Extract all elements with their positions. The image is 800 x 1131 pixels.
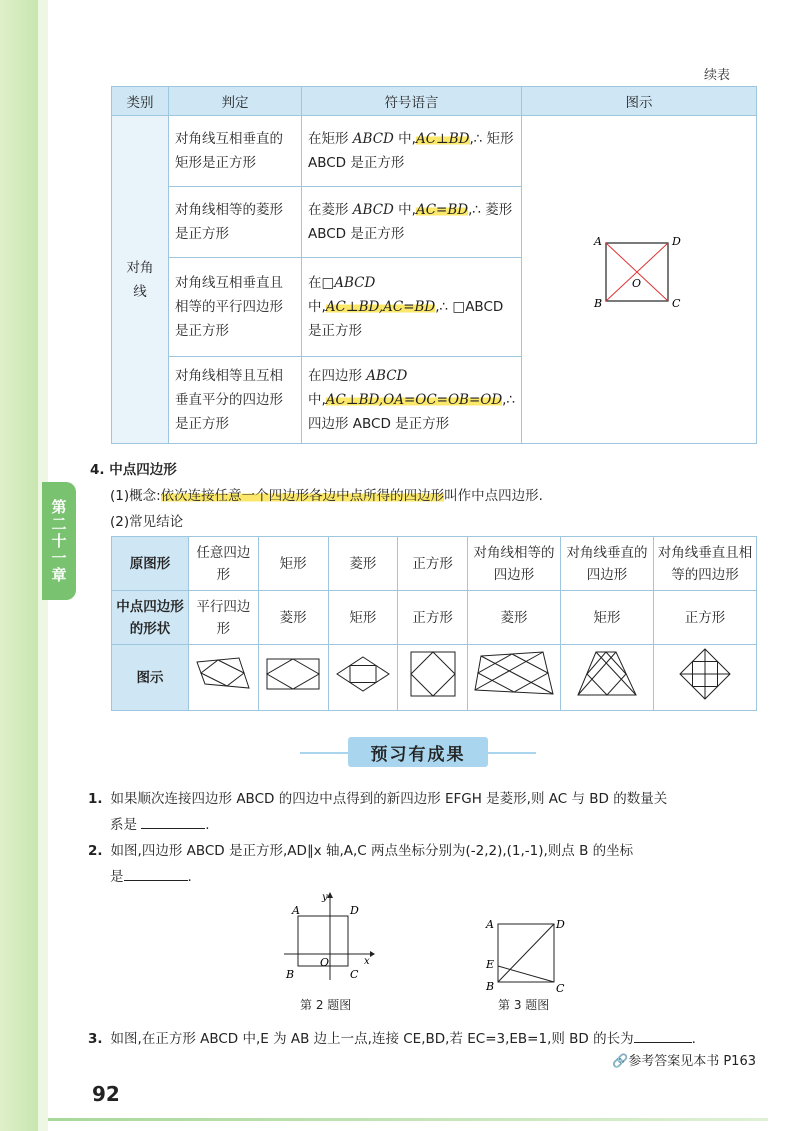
header-figure: 图示: [522, 87, 757, 116]
original-cell: 正方形: [398, 537, 468, 591]
label-x: x: [364, 956, 370, 967]
original-cell: 任意四边形: [189, 537, 259, 591]
table-row: [112, 645, 757, 711]
figure-2-caption: 第 2 题图: [300, 998, 352, 1012]
concept-line: (1)概念:依次连接任意一个四边形各边中点所得的四边形叫作中点四边形.: [110, 488, 543, 504]
table-row: [112, 537, 757, 591]
diagonal-bd: [498, 924, 554, 982]
conclusion-label: (2)常见结论: [110, 514, 184, 530]
banner-line-right: [488, 752, 536, 754]
figure-cell: [398, 645, 468, 711]
figure-cell: [468, 645, 561, 711]
original-cell: 矩形: [258, 537, 328, 591]
shape-cell: 矩形: [328, 591, 398, 645]
question-2: 2. 如图,四边形 ABCD 是正方形,AD∥x 轴,A,C 两点坐标分别为(-2,2),(1,-1),则点 B 的坐标 是 .: [88, 843, 634, 885]
section-banner: 预习有成果: [348, 737, 488, 767]
bottom-rule: [48, 1118, 768, 1121]
answer-blank[interactable]: [634, 1042, 692, 1043]
figure-perpendicular-equal-diagonals: [678, 647, 732, 701]
question-3: 3. 如图,在正方形 ABCD 中,E 为 AB 边上一点,连接 CE,BD,若 EC=3,EB=1,则 BD 的长为 .: [88, 1031, 696, 1047]
figure-cell: [189, 645, 259, 711]
label-c: C: [672, 296, 681, 310]
judgement-cell: 对角线互相垂直的矩形是正方形: [169, 116, 302, 187]
section-title: 4. 中点四边形: [90, 462, 177, 478]
highlight: AC⊥BD: [415, 131, 470, 147]
figure-rectangle: [264, 654, 322, 694]
row-header: 中点四边形的形状: [112, 591, 189, 645]
original-cell: 对角线垂直的四边形: [561, 537, 654, 591]
highlight: 依次连接任意一个四边形各边中点所得的四边形: [160, 488, 445, 504]
highlight: AC=BD: [415, 202, 469, 218]
judgement-table: [111, 86, 757, 444]
label-a: A: [486, 918, 494, 931]
header-judgement: 判定: [169, 87, 302, 116]
highlight: AC⊥BD,OA=OC=OB=OD: [325, 392, 503, 408]
row-header: 原图形: [112, 537, 189, 591]
link-icon: 🔗: [612, 1054, 629, 1069]
figure-cell: [561, 645, 654, 711]
figure-question-3: [484, 914, 574, 994]
figure-any-quadrilateral: [195, 654, 251, 694]
continued-label: 续表: [703, 68, 730, 83]
label-o: O: [320, 956, 330, 969]
figure-question-2: [278, 890, 378, 985]
header-symbol: 符号语言: [302, 87, 522, 116]
original-cell: 对角线相等的四边形: [468, 537, 561, 591]
shape-cell: 平行四边形: [189, 591, 259, 645]
symbol-cell: 在□ABCD 中,AC⊥BD,AC=BD,∴ □ABCD 是正方形: [302, 258, 522, 357]
label-a: A: [292, 904, 300, 917]
judgement-cell: 对角线相等的菱形是正方形: [169, 187, 302, 258]
label-a: A: [594, 234, 602, 248]
original-cell: 菱形: [328, 537, 398, 591]
shape-cell: 矩形: [561, 591, 654, 645]
table-row: [112, 591, 757, 645]
judgement-cell: 对角线相等且互相垂直平分的四边形是正方形: [169, 357, 302, 444]
figure-cell: [654, 645, 757, 711]
figure-square: [408, 649, 458, 699]
shape-cell: 正方形: [654, 591, 757, 645]
answer-blank[interactable]: [124, 880, 188, 881]
original-cell: 对角线垂直且相等的四边形: [654, 537, 757, 591]
left-margin-band: [0, 0, 38, 1131]
figure-rhombus: [334, 654, 392, 694]
judgement-cell: 对角线互相垂直且相等的平行四边形是正方形: [169, 258, 302, 357]
label-d: D: [556, 918, 565, 931]
table-header-row: [112, 87, 757, 116]
label-c: C: [350, 968, 359, 981]
figure-cell: [258, 645, 328, 711]
page-number: 92: [92, 1082, 120, 1106]
label-e: E: [486, 958, 495, 971]
symbol-cell: 在矩形 ABCD 中,AC⊥BD,∴ 矩形 ABCD 是正方形: [302, 116, 522, 187]
shape-cell: 菱形: [258, 591, 328, 645]
label-d: D: [350, 904, 359, 917]
shape-cell: 菱形: [468, 591, 561, 645]
figure-cell: [328, 645, 398, 711]
label-y: y: [322, 892, 328, 903]
y-axis-arrow: [327, 892, 333, 898]
label-o: O: [632, 276, 642, 290]
midpoint-table: [111, 536, 757, 711]
label-d: D: [672, 234, 681, 248]
chapter-tab: 第二十一章: [42, 482, 76, 600]
x-axis-arrow: [370, 951, 375, 957]
label-b: B: [286, 968, 295, 981]
symbol-cell: 在四边形 ABCD 中,AC⊥BD,OA=OC=OB=OD,∴ 四边形 ABCD 是正方形: [302, 357, 522, 444]
table-row: [112, 116, 757, 187]
answer-reference: 🔗参考答案见本书 P163: [612, 1054, 756, 1069]
label-b: B: [486, 980, 495, 993]
figure-equal-diagonals: [473, 650, 555, 698]
shape-cell: 正方形: [398, 591, 468, 645]
figure-perpendicular-diagonals: [574, 649, 640, 699]
banner-line-left: [300, 752, 348, 754]
figure-cell: [522, 116, 757, 444]
square-diagonal-figure: [584, 231, 694, 321]
label-c: C: [556, 982, 565, 994]
label-b: B: [594, 296, 603, 310]
answer-blank[interactable]: [141, 828, 205, 829]
category-cell: 对角线: [112, 116, 169, 444]
question-1: 1. 如果顺次连接四边形 ABCD 的四边中点得到的新四边形 EFGH 是菱形,则 AC 与 BD 的数量关 系是 .: [88, 791, 668, 833]
symbol-cell: 在菱形 ABCD 中,AC=BD,∴ 菱形 ABCD 是正方形: [302, 187, 522, 258]
highlight: AC⊥BD,AC=BD: [325, 299, 436, 315]
row-header: 图示: [112, 645, 189, 711]
figure-3-caption: 第 3 题图: [498, 998, 550, 1012]
header-category: 类别: [112, 87, 169, 116]
